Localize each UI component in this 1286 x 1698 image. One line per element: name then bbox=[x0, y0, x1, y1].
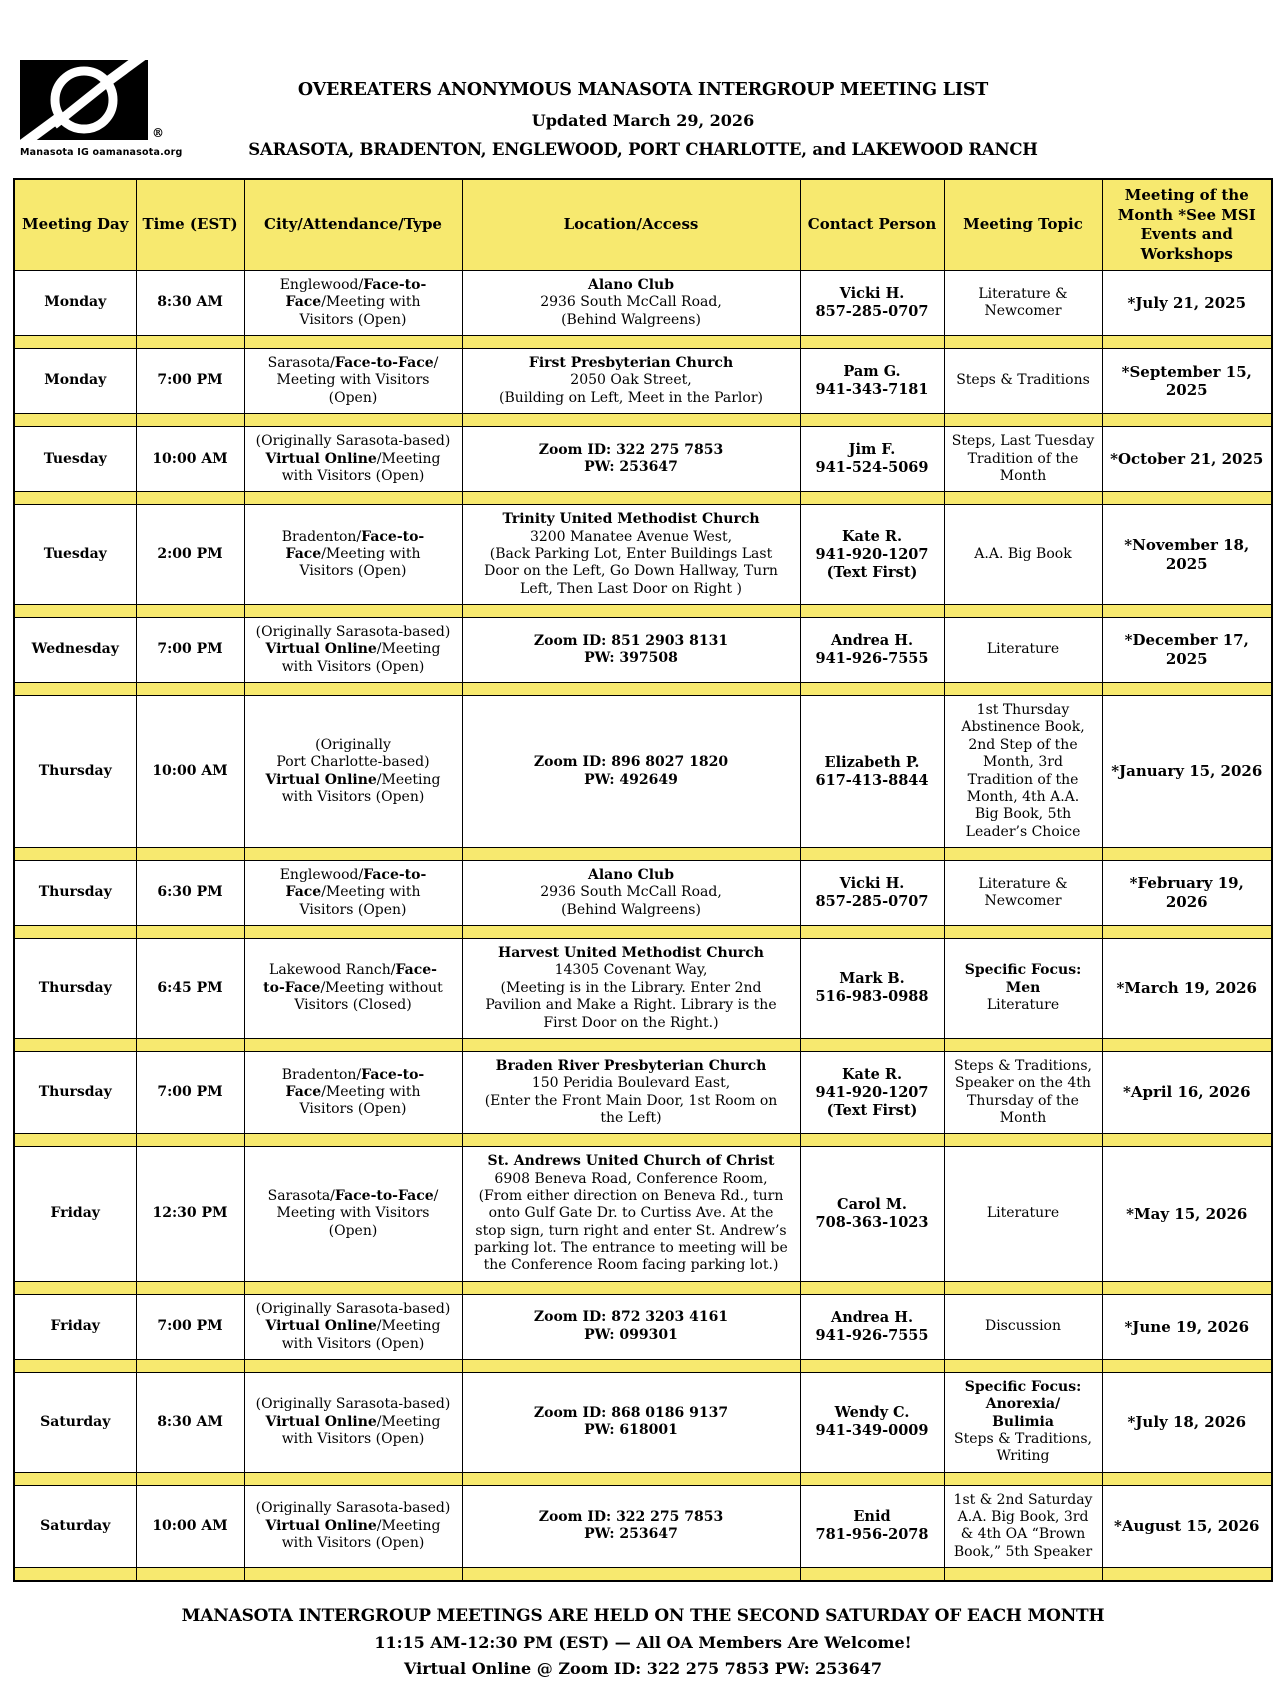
separator-cell bbox=[800, 683, 944, 696]
cell-month: *July 18, 2026 bbox=[1102, 1372, 1272, 1472]
cell-time: 10:00 AM bbox=[136, 1485, 244, 1567]
separator-cell bbox=[136, 683, 244, 696]
footer-line-2: 11:15 AM-12:30 PM (EST) — All OA Members Are Welcome! bbox=[374, 1632, 912, 1652]
separator-row bbox=[14, 1038, 1272, 1051]
cell-month: *October 21, 2025 bbox=[1102, 427, 1272, 492]
separator-row bbox=[14, 1281, 1272, 1294]
separator-cell bbox=[800, 1568, 944, 1581]
cell-location: Zoom ID: 896 8027 1820 PW: 492649 bbox=[462, 696, 800, 848]
cell-contact: Elizabeth P. 617-413-8844 bbox=[800, 696, 944, 848]
separator-cell bbox=[1102, 1568, 1272, 1581]
cell-topic: 1st & 2nd Saturday A.A. Big Book, 3rd & 4th OA “Brown Book,” 5th Speaker bbox=[944, 1485, 1102, 1567]
cell-location: Braden River Presbyterian Church 150 Peridia Boulevard East, (Enter the Front Main Door, 1st Room on the Left) bbox=[462, 1051, 800, 1133]
cell-contact: Kate R. 941-920-1207 (Text First) bbox=[800, 1051, 944, 1133]
header-location-access: Location/Access bbox=[462, 179, 800, 271]
cell-city: Bradenton/Face-to- Face/Meeting with Visitors (Open) bbox=[244, 1051, 462, 1133]
cell-time: 2:00 PM bbox=[136, 505, 244, 605]
separator-cell bbox=[244, 1568, 462, 1581]
cell-time: 10:00 AM bbox=[136, 427, 244, 492]
separator-cell bbox=[462, 1281, 800, 1294]
separator-cell bbox=[1102, 605, 1272, 618]
separator-cell bbox=[14, 847, 136, 860]
cell-contact: Pam G. 941-343-7181 bbox=[800, 349, 944, 414]
separator-cell bbox=[462, 1134, 800, 1147]
table-row bbox=[14, 1372, 1272, 1472]
cell-month: *April 16, 2026 bbox=[1102, 1051, 1272, 1133]
cell-month: *February 19, 2026 bbox=[1102, 860, 1272, 925]
separator-cell bbox=[136, 1568, 244, 1581]
cell-time: 7:00 PM bbox=[136, 349, 244, 414]
cell-time: 10:00 AM bbox=[136, 696, 244, 848]
cell-city: (Originally Sarasota-based) Virtual Online/Meeting with Visitors (Open) bbox=[244, 618, 462, 683]
cell-day: Thursday bbox=[14, 1051, 136, 1133]
separator-row bbox=[14, 336, 1272, 349]
updated-date: Updated March 29, 2026 bbox=[531, 111, 755, 130]
cell-day: Tuesday bbox=[14, 505, 136, 605]
cell-location: St. Andrews United Church of Christ 6908 Beneva Road, Conference Room, (From either direction on Beneva Rd., turn onto Gulf Gate Dr. to Curtiss Ave. At the stop sign, turn right and enter St. Andrew’s parking lot. The entrance to meeting will be the Conference Room facing parking lot.) bbox=[462, 1147, 800, 1282]
cell-topic: Specific Focus: Anorexia/ Bulimia Steps & Traditions, Writing bbox=[944, 1372, 1102, 1472]
separator-cell bbox=[462, 1472, 800, 1485]
cell-city: (Originally Sarasota-based) Virtual Online/Meeting with Visitors (Open) bbox=[244, 1372, 462, 1472]
separator-cell bbox=[944, 1472, 1102, 1485]
separator-cell bbox=[14, 336, 136, 349]
cell-day: Saturday bbox=[14, 1372, 136, 1472]
header-time: Time (EST) bbox=[136, 179, 244, 271]
separator-cell bbox=[136, 926, 244, 939]
separator-cell bbox=[462, 336, 800, 349]
cell-month: *August 15, 2026 bbox=[1102, 1485, 1272, 1567]
separator-cell bbox=[800, 1359, 944, 1372]
cell-contact: Carol M. 708-363-1023 bbox=[800, 1147, 944, 1282]
separator-cell bbox=[1102, 414, 1272, 427]
cell-contact: Andrea H. 941-926-7555 bbox=[800, 1294, 944, 1359]
cell-topic: Discussion bbox=[944, 1294, 1102, 1359]
separator-cell bbox=[462, 605, 800, 618]
separator-cell bbox=[1102, 336, 1272, 349]
registered-trademark-symbol: ® bbox=[152, 126, 164, 140]
separator-cell bbox=[944, 605, 1102, 618]
meeting-list-table bbox=[13, 178, 1273, 1582]
cell-location: Zoom ID: 868 0186 9137 PW: 618001 bbox=[462, 1372, 800, 1472]
separator-cell bbox=[462, 847, 800, 860]
separator-cell bbox=[136, 492, 244, 505]
separator-cell bbox=[136, 1472, 244, 1485]
cell-contact: Jim F. 941-524-5069 bbox=[800, 427, 944, 492]
separator-cell bbox=[800, 1038, 944, 1051]
document-header bbox=[0, 0, 1286, 178]
cell-day: Monday bbox=[14, 349, 136, 414]
separator-cell bbox=[14, 1568, 136, 1581]
cell-month: *June 19, 2026 bbox=[1102, 1294, 1272, 1359]
cell-day: Friday bbox=[14, 1147, 136, 1282]
separator-cell bbox=[1102, 926, 1272, 939]
separator-cell bbox=[14, 1134, 136, 1147]
separator-cell bbox=[944, 683, 1102, 696]
cell-city: (Originally Sarasota-based) Virtual Online/Meeting with Visitors (Open) bbox=[244, 1485, 462, 1567]
separator-cell bbox=[944, 1134, 1102, 1147]
cell-contact: Enid 781-956-2078 bbox=[800, 1485, 944, 1567]
separator-cell bbox=[944, 492, 1102, 505]
separator-cell bbox=[800, 492, 944, 505]
separator-cell bbox=[462, 926, 800, 939]
cell-time: 6:30 PM bbox=[136, 860, 244, 925]
table-row bbox=[14, 427, 1272, 492]
cell-city: (Originally Sarasota-based) Virtual Online/Meeting with Visitors (Open) bbox=[244, 427, 462, 492]
separator-cell bbox=[14, 1359, 136, 1372]
header-meeting-topic: Meeting Topic bbox=[944, 179, 1102, 271]
logo-caption: Manasota IG oamanasota.org bbox=[20, 147, 183, 158]
cell-month: *January 15, 2026 bbox=[1102, 696, 1272, 848]
cell-time: 12:30 PM bbox=[136, 1147, 244, 1282]
cell-city: (Originally Port Charlotte-based) Virtual Online/Meeting with Visitors (Open) bbox=[244, 696, 462, 848]
title-block bbox=[0, 0, 1286, 159]
cell-city: Lakewood Ranch/Face- to-Face/Meeting without Visitors (Closed) bbox=[244, 939, 462, 1039]
separator-cell bbox=[14, 605, 136, 618]
oa-logo bbox=[20, 60, 183, 158]
cell-month: *July 21, 2025 bbox=[1102, 271, 1272, 336]
cell-day: Saturday bbox=[14, 1485, 136, 1567]
separator-cell bbox=[136, 336, 244, 349]
header-meeting-of-the-month: Meeting of the Month *See MSI Events and Workshops bbox=[1102, 179, 1272, 271]
separator-cell bbox=[944, 1359, 1102, 1372]
separator-row bbox=[14, 847, 1272, 860]
separator-row bbox=[14, 1359, 1272, 1372]
separator-cell bbox=[244, 1472, 462, 1485]
separator-cell bbox=[944, 336, 1102, 349]
separator-cell bbox=[800, 605, 944, 618]
separator-cell bbox=[944, 414, 1102, 427]
separator-cell bbox=[944, 1038, 1102, 1051]
header-city-attendance-type: City/Attendance/Type bbox=[244, 179, 462, 271]
separator-cell bbox=[136, 1134, 244, 1147]
cell-contact: Kate R. 941-920-1207 (Text First) bbox=[800, 505, 944, 605]
cell-contact: Andrea H. 941-926-7555 bbox=[800, 618, 944, 683]
cell-location: Zoom ID: 322 275 7853 PW: 253647 bbox=[462, 1485, 800, 1567]
separator-row bbox=[14, 683, 1272, 696]
cell-location: Alano Club 2936 South McCall Road, (Behind Walgreens) bbox=[462, 271, 800, 336]
table-row bbox=[14, 860, 1272, 925]
cell-contact: Mark B. 516-983-0988 bbox=[800, 939, 944, 1039]
separator-row bbox=[14, 1568, 1272, 1581]
footer-line-3: Virtual Online @ Zoom ID: 322 275 7853 PW: 253647 bbox=[404, 1658, 882, 1678]
separator-cell bbox=[136, 847, 244, 860]
cell-day: Tuesday bbox=[14, 427, 136, 492]
separator-cell bbox=[14, 926, 136, 939]
footer-note bbox=[0, 1606, 1286, 1678]
cell-day: Monday bbox=[14, 271, 136, 336]
separator-cell bbox=[462, 1038, 800, 1051]
cell-time: 7:00 PM bbox=[136, 1051, 244, 1133]
cell-topic: Literature & Newcomer bbox=[944, 860, 1102, 925]
separator-cell bbox=[462, 492, 800, 505]
header-meeting-day: Meeting Day bbox=[14, 179, 136, 271]
oa-logo-icon bbox=[20, 60, 148, 140]
separator-cell bbox=[1102, 1038, 1272, 1051]
table-row bbox=[14, 1294, 1272, 1359]
table-row bbox=[14, 349, 1272, 414]
cell-month: *November 18, 2025 bbox=[1102, 505, 1272, 605]
separator-cell bbox=[244, 414, 462, 427]
cell-month: *March 19, 2026 bbox=[1102, 939, 1272, 1039]
separator-cell bbox=[1102, 1281, 1272, 1294]
separator-cell bbox=[462, 1359, 800, 1372]
cell-month: *September 15, 2025 bbox=[1102, 349, 1272, 414]
separator-cell bbox=[136, 605, 244, 618]
separator-cell bbox=[244, 926, 462, 939]
cell-topic: Literature bbox=[944, 618, 1102, 683]
cell-topic: Steps & Traditions bbox=[944, 349, 1102, 414]
separator-cell bbox=[136, 414, 244, 427]
cell-time: 7:00 PM bbox=[136, 1294, 244, 1359]
cell-topic: Steps & Traditions, Speaker on the 4th Thursday of the Month bbox=[944, 1051, 1102, 1133]
document-title: OVEREATERS ANONYMOUS MANASOTA INTERGROUP MEETING LIST bbox=[297, 80, 989, 100]
separator-row bbox=[14, 414, 1272, 427]
cell-contact: Wendy C. 941-349-0009 bbox=[800, 1372, 944, 1472]
cell-city: Englewood/Face-to- Face/Meeting with Visitors (Open) bbox=[244, 271, 462, 336]
table-row bbox=[14, 1147, 1272, 1282]
cell-location: Zoom ID: 851 2903 8131 PW: 397508 bbox=[462, 618, 800, 683]
cell-topic: Literature bbox=[944, 1147, 1102, 1282]
cell-time: 8:30 AM bbox=[136, 271, 244, 336]
cell-city: Sarasota/Face-to-Face/ Meeting with Visitors (Open) bbox=[244, 1147, 462, 1282]
cell-city: Sarasota/Face-to-Face/ Meeting with Visitors (Open) bbox=[244, 349, 462, 414]
separator-cell bbox=[1102, 1134, 1272, 1147]
cell-topic: A.A. Big Book bbox=[944, 505, 1102, 605]
separator-cell bbox=[800, 847, 944, 860]
table-row bbox=[14, 505, 1272, 605]
separator-cell bbox=[462, 683, 800, 696]
separator-cell bbox=[944, 1568, 1102, 1581]
separator-cell bbox=[944, 847, 1102, 860]
cell-topic: Specific Focus: Men Literature bbox=[944, 939, 1102, 1039]
cell-city: (Originally Sarasota-based) Virtual Online/Meeting with Visitors (Open) bbox=[244, 1294, 462, 1359]
separator-cell bbox=[244, 1359, 462, 1372]
separator-cell bbox=[14, 1038, 136, 1051]
cell-time: 6:45 PM bbox=[136, 939, 244, 1039]
separator-cell bbox=[800, 1134, 944, 1147]
separator-cell bbox=[244, 605, 462, 618]
separator-cell bbox=[462, 414, 800, 427]
separator-row bbox=[14, 492, 1272, 505]
separator-cell bbox=[14, 414, 136, 427]
cell-location: Trinity United Methodist Church 3200 Manatee Avenue West, (Back Parking Lot, Enter Buildings Last Door on the Left, Go Down Hallway, Turn Left, Then Last Door on Right ) bbox=[462, 505, 800, 605]
cell-day: Thursday bbox=[14, 860, 136, 925]
separator-cell bbox=[800, 1281, 944, 1294]
cell-location: First Presbyterian Church 2050 Oak Street, (Building on Left, Meet in the Parlor) bbox=[462, 349, 800, 414]
table-row bbox=[14, 1051, 1272, 1133]
cell-day: Friday bbox=[14, 1294, 136, 1359]
table-row bbox=[14, 939, 1272, 1039]
cell-topic: Literature & Newcomer bbox=[944, 271, 1102, 336]
separator-cell bbox=[136, 1359, 244, 1372]
table-row bbox=[14, 1485, 1272, 1567]
cell-month: *May 15, 2026 bbox=[1102, 1147, 1272, 1282]
cell-location: Zoom ID: 872 3203 4161 PW: 099301 bbox=[462, 1294, 800, 1359]
cell-location: Harvest United Methodist Church 14305 Covenant Way, (Meeting is in the Library. Enter 2nd Pavilion and Make a Right. Library is the First Door on the Right.) bbox=[462, 939, 800, 1039]
meeting-table-body bbox=[14, 271, 1272, 1581]
separator-cell bbox=[244, 683, 462, 696]
separator-cell bbox=[14, 683, 136, 696]
separator-cell bbox=[800, 336, 944, 349]
cell-city: Englewood/Face-to- Face/Meeting with Visitors (Open) bbox=[244, 860, 462, 925]
separator-cell bbox=[14, 492, 136, 505]
cell-city: Bradenton/Face-to- Face/Meeting with Visitors (Open) bbox=[244, 505, 462, 605]
separator-cell bbox=[1102, 847, 1272, 860]
separator-cell bbox=[244, 1281, 462, 1294]
cell-topic: 1st Thursday Abstinence Book, 2nd Step of the Month, 3rd Tradition of the Month, 4th A.A. Big Book, 5th Leader’s Choice bbox=[944, 696, 1102, 848]
cell-day: Wednesday bbox=[14, 618, 136, 683]
separator-cell bbox=[1102, 492, 1272, 505]
separator-cell bbox=[944, 926, 1102, 939]
cell-month: *December 17, 2025 bbox=[1102, 618, 1272, 683]
separator-cell bbox=[800, 926, 944, 939]
footer-line-1: MANASOTA INTERGROUP MEETINGS ARE HELD ON THE SECOND SATURDAY OF EACH MONTH bbox=[181, 1605, 1105, 1626]
cell-topic: Steps, Last Tuesday Tradition of the Month bbox=[944, 427, 1102, 492]
separator-cell bbox=[1102, 1472, 1272, 1485]
table-row bbox=[14, 696, 1272, 848]
separator-row bbox=[14, 605, 1272, 618]
cell-location: Zoom ID: 322 275 7853 PW: 253647 bbox=[462, 427, 800, 492]
separator-cell bbox=[136, 1038, 244, 1051]
separator-row bbox=[14, 926, 1272, 939]
separator-cell bbox=[462, 1568, 800, 1581]
separator-cell bbox=[944, 1281, 1102, 1294]
separator-row bbox=[14, 1472, 1272, 1485]
table-header bbox=[14, 179, 1272, 271]
table-row bbox=[14, 618, 1272, 683]
cell-location: Alano Club 2936 South McCall Road, (Behind Walgreens) bbox=[462, 860, 800, 925]
separator-cell bbox=[136, 1281, 244, 1294]
cell-day: Thursday bbox=[14, 939, 136, 1039]
separator-cell bbox=[1102, 683, 1272, 696]
separator-cell bbox=[1102, 1359, 1272, 1372]
cell-contact: Vicki H. 857-285-0707 bbox=[800, 271, 944, 336]
cell-day: Thursday bbox=[14, 696, 136, 848]
separator-cell bbox=[244, 492, 462, 505]
header-row bbox=[14, 179, 1272, 271]
cell-time: 8:30 AM bbox=[136, 1372, 244, 1472]
cities-subtitle: SARASOTA, BRADENTON, ENGLEWOOD, PORT CHARLOTTE, and LAKEWOOD RANCH bbox=[248, 140, 1038, 159]
separator-row bbox=[14, 1134, 1272, 1147]
separator-cell bbox=[800, 414, 944, 427]
separator-cell bbox=[244, 1038, 462, 1051]
separator-cell bbox=[244, 1134, 462, 1147]
separator-cell bbox=[244, 847, 462, 860]
separator-cell bbox=[14, 1472, 136, 1485]
separator-cell bbox=[14, 1281, 136, 1294]
separator-cell bbox=[800, 1472, 944, 1485]
separator-cell bbox=[244, 336, 462, 349]
table-row bbox=[14, 271, 1272, 336]
cell-contact: Vicki H. 857-285-0707 bbox=[800, 860, 944, 925]
header-contact-person: Contact Person bbox=[800, 179, 944, 271]
cell-time: 7:00 PM bbox=[136, 618, 244, 683]
